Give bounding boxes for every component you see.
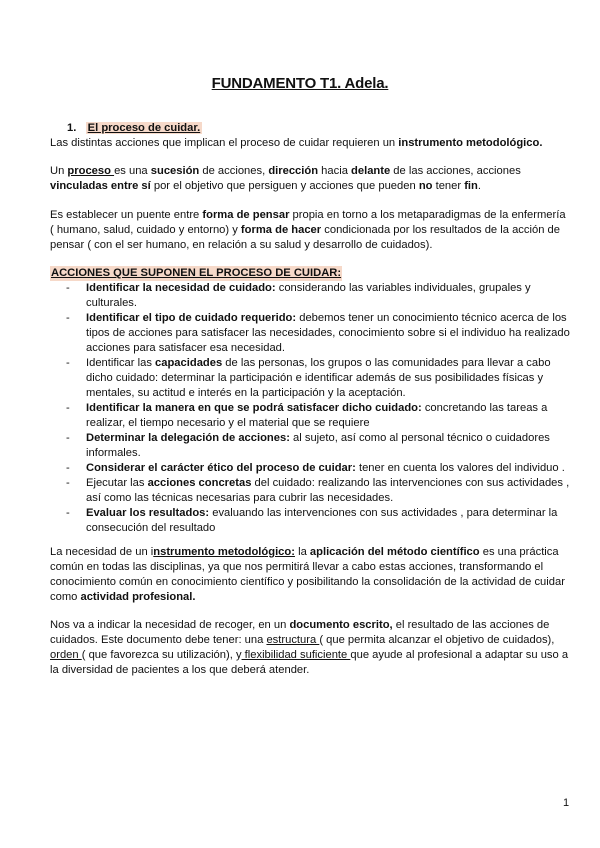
- text-run-bold: proceso: [67, 165, 115, 177]
- text-run: propia en torno a los metaparadigmas de la enfermería ( humano, salud, cuidado y entorno) y: [50, 209, 566, 236]
- paragraph-puente: [50, 208, 570, 253]
- dash-bullet: -: [66, 282, 70, 294]
- list-item: [66, 506, 572, 536]
- text-run: debemos tener un conocimiento técnico acerca de los tipos de acciones para satisfacer las necesidades, conocimiento sobre si el individuo ha realizado acciones para satisfacer esa necesidad.: [86, 312, 570, 354]
- text-run: es una práctica común en todas las disciplinas, ya que nos permitirá llevar a cabo estas acciones, transformando el conocimiento común en conocimiento científico y posibilitando la consolidación de la actividad de cuidar como: [50, 546, 565, 603]
- text-run: ( que favorezca su utilización), y: [81, 649, 242, 661]
- text-run: Nos va a indicar la necesidad de recoger, en un: [50, 619, 290, 631]
- text-run-bold: capacidades: [155, 357, 223, 369]
- text-run: por el objetivo que persiguen y acciones que pueden: [150, 180, 419, 192]
- text-run-underline: estructura: [266, 634, 320, 646]
- text-run: que ayude al profesional a adaptar su uso a la diversidad de pacientes a los que deberá atender.: [50, 649, 569, 676]
- dash-bullet: -: [66, 357, 70, 369]
- paragraph-proceso: [50, 164, 570, 194]
- text-run-bold: Considerar el carácter ético del proceso de cuidar:: [86, 462, 356, 474]
- text-run-bold: actividad profesional.: [80, 591, 196, 603]
- acciones-heading: ACCIONES QUE SUPONEN EL PROCESO DE CUIDAR:: [51, 267, 342, 279]
- text-run: Identificar las: [86, 357, 156, 369]
- text-run-bold: sucesión: [150, 165, 200, 177]
- text-run: el resultado de las acciones de cuidados. Este documento debe tener: una: [50, 619, 550, 646]
- text-run-bold: acciones concretas: [147, 477, 252, 489]
- dash-bullet: -: [66, 312, 70, 324]
- text-run: concretando las tareas a realizar, el tiempo necesario y el material que se requiere: [86, 402, 548, 429]
- text-run-bold: no: [418, 180, 433, 192]
- text-run-bold: documento escrito,: [289, 619, 393, 631]
- text-run-bold: fin: [464, 180, 478, 192]
- text-run-bold: Identificar el tipo de cuidado requerido:: [86, 312, 297, 324]
- list-item: [66, 401, 572, 431]
- text-run-underline: flexibilidad suficiente: [241, 649, 351, 661]
- text-run: considerando las variables individuales, grupales y culturales.: [86, 282, 531, 309]
- text-run-bold: Evaluar los resultados:: [86, 507, 210, 519]
- text-run-bold: Identificar la necesidad de cuidado:: [86, 282, 276, 294]
- text-run-bold: nstrumento metodológico:: [153, 546, 295, 558]
- section-number: 1.: [67, 122, 77, 134]
- text-run-bold: delante: [351, 165, 391, 177]
- text-run-bold: aplicación del método científico: [309, 546, 480, 558]
- list-item: [66, 281, 572, 311]
- text-run: evaluando las intervenciones con sus actividades , para determinar la consecución del resultado: [86, 507, 558, 534]
- text-run: Es establecer un puente entre: [50, 209, 203, 221]
- text-run: ( que permita alcanzar el objetivo de cuidados),: [319, 634, 555, 646]
- list-item: [66, 431, 572, 461]
- text-run: condicionada por los resultados de la acción de pensar ( con el ser humano, en relación a su salud y desarrollo de cuidados).: [50, 224, 560, 251]
- text-run: Las distintas acciones que implican el proceso de cuidar requieren un: [50, 137, 399, 149]
- text-run: del cuidado: realizando las intervenciones con sus actividades , así como las técnicas necesarias para cubrir las necesidades.: [86, 477, 570, 504]
- text-run: Un: [50, 165, 68, 177]
- text-run-bold: Determinar la delegación de acciones:: [86, 432, 290, 444]
- text-run: es una: [114, 165, 151, 177]
- section-heading: [67, 121, 202, 136]
- text-run: la: [294, 546, 310, 558]
- paragraph-intro: [50, 136, 570, 151]
- section-label: El proceso de cuidar.: [87, 122, 201, 134]
- dash-bullet: -: [66, 432, 70, 444]
- text-run: tener: [432, 180, 465, 192]
- dash-bullet: -: [66, 507, 70, 519]
- text-run-bold: forma de pensar: [202, 209, 290, 221]
- text-run-bold: instrumento metodológico.: [398, 137, 543, 149]
- dash-bullet: -: [66, 462, 70, 474]
- paragraph-documento: [50, 618, 570, 678]
- page-title: FUNDAMENTO T1. Adela.: [211, 75, 389, 92]
- text-run: de acciones,: [199, 165, 269, 177]
- acciones-list: [66, 281, 572, 536]
- text-run: Ejecutar las: [86, 477, 148, 489]
- list-item: [66, 311, 572, 356]
- list-item: [66, 476, 572, 506]
- dash-bullet: -: [66, 477, 70, 489]
- text-run: hacia: [318, 165, 352, 177]
- text-run: tener en cuenta los valores del individuo .: [355, 462, 565, 474]
- text-run: La necesidad de un i: [50, 546, 154, 558]
- text-run-underline: orden: [50, 649, 82, 661]
- text-run: .: [477, 180, 481, 192]
- text-run: de las personas, los grupos o las comunidades para llevar a cabo dicho cuidado: determinar la participación e identificar además de sus posibilidades físicas y mentales, su actitud e interés en la participación y la aceptación.: [86, 357, 551, 399]
- list-item: [66, 461, 572, 476]
- text-run-bold: vinculadas entre sí: [50, 180, 151, 192]
- list-item: [66, 356, 572, 401]
- text-run: al sujeto, así como al personal técnico o cuidadores informales.: [86, 432, 550, 459]
- text-run-bold: Identificar la manera en que se podrá satisfacer dicho cuidado:: [86, 402, 422, 414]
- text-run-bold: dirección: [268, 165, 319, 177]
- paragraph-instrumento: [50, 545, 570, 605]
- text-run: de las acciones, acciones: [390, 165, 521, 177]
- dash-bullet: -: [66, 402, 70, 414]
- page-number: 1: [563, 797, 570, 809]
- text-run-bold: forma de hacer: [240, 224, 322, 236]
